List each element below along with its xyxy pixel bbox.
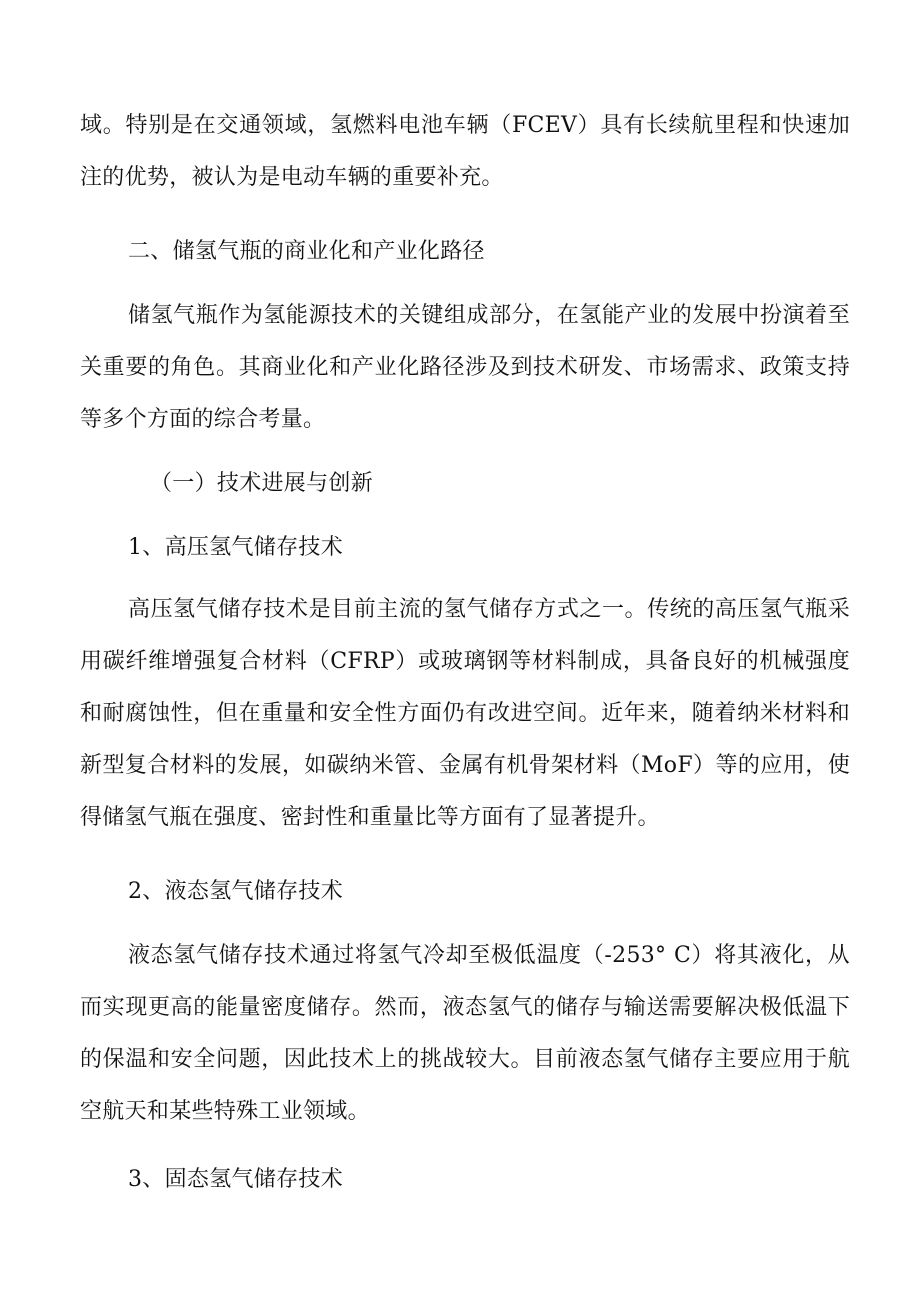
section-heading-commercialization: 二、储氢气瓶的商业化和产业化路径 [128,239,485,264]
item-heading-liquid: 2、液态氢气储存技术 [128,879,343,904]
paragraph-high-pressure: 高压氢气储存技术是目前主流的氢气储存方式之一。传统的高压氢气瓶采用碳纤维增强复合材料（CFRP）或玻璃钢等材料制成，具备良好的机械强度和耐腐蚀性，但在重量和安全性方面仍有改进空间。近年来，随着纳米材料和新型复合材料的发展，如碳纳米管、金属有机骨架材料（MoF）等的应用，使得储氢气瓶在强度、密封性和重量比等方面有了显著提升。 [80,597,850,830]
subsection-heading-tech-progress: （一）技术进展与创新 [150,471,374,496]
item-heading-solid: 3、固态氢气储存技术 [128,1167,343,1192]
item-heading-high-pressure: 1、高压氢气储存技术 [128,535,343,560]
paragraph-liquid: 液态氢气储存技术通过将氢气冷却至极低温度（-253° C）将其液化，从而实现更高的能量密度储存。然而，液态氢气的储存与输送需要解决极低温下的保温和安全问题，因此技术上的挑战较大。目前液态氢气储存主要应用于航空航天和某些特殊工业领域。 [80,943,850,1124]
paragraph-fcev: 域。特别是在交通领域，氢燃料电池车辆（FCEV）具有长续航里程和快速加注的优势，被认为是电动车辆的重要补充。 [80,113,850,190]
paragraph-commercialization-intro: 储氢气瓶作为氢能源技术的关键组成部分，在氢能产业的发展中扮演着至关重要的角色。其商业化和产业化路径涉及到技术研发、市场需求、政策支持等多个方面的综合考量。 [80,303,850,432]
